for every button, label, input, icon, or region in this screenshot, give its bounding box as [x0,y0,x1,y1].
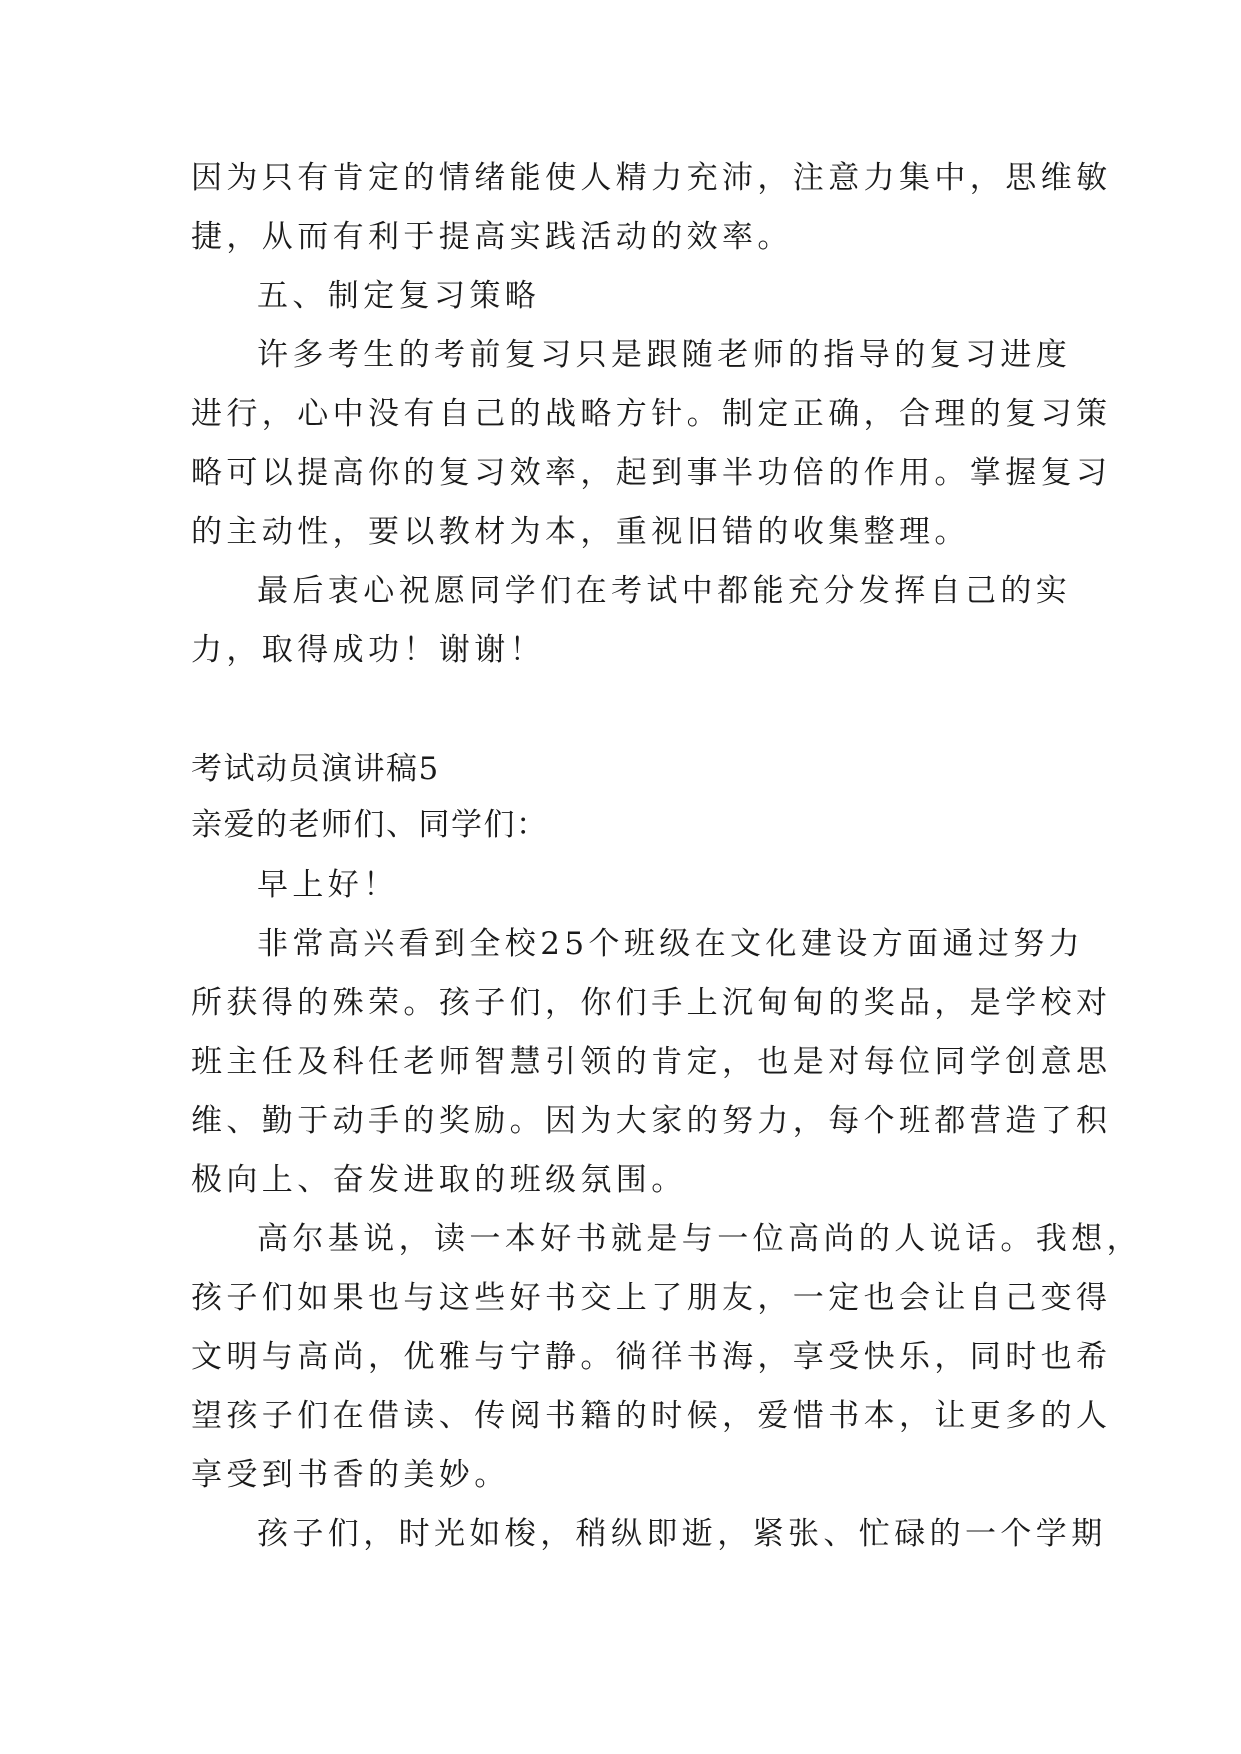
text-line: 的主动性，要以教材为本，重视旧错的收集整理。 [191,514,970,550]
text-line: 因为只有肯定的情绪能使人精力充沛，注意力集中，思维敏 [191,160,1112,196]
text-line: 捷，从而有利于提高实践活动的效率。 [191,219,793,255]
text-line: 许多考生的考前复习只是跟随老师的指导的复习进度 [257,337,1072,373]
text-line: 所获得的殊荣。孩子们，你们手上沉甸甸的奖品，是学校对 [191,985,1112,1021]
text-line: 力，取得成功！谢谢！ [191,632,545,668]
salutation: 亲爱的老师们、同学们： [191,807,549,843]
text-line: 极向上、奋发进取的班级氛围。 [191,1162,687,1198]
section-title: 考试动员演讲稿5 [191,751,440,787]
speech-header [191,740,1051,852]
paragraph-block-2 [191,856,1142,1564]
text-line: 非常高兴看到全校25个班级在文化建设方面通过努力 [257,926,1085,962]
text-line: 略可以提高你的复习效率，起到事半功倍的作用。掌握复习 [191,455,1112,491]
text-line: 孩子们，时光如梭，稍纵即逝，紧张、忙碌的一个学期 [257,1516,1107,1552]
text-line: 高尔基说，读一本好书就是与一位高尚的人说话。我想， [257,1221,1142,1257]
text-line: 进行，心中没有自己的战略方针。制定正确，合理的复习策 [191,396,1112,432]
text-line: 孩子们如果也与这些好书交上了朋友，一定也会让自己变得 [191,1280,1112,1316]
text-line: 望孩子们在借读、传阅书籍的时候，爱惜书本，让更多的人 [191,1398,1112,1434]
greeting-line: 早上好！ [257,867,399,903]
text-line: 维、勤于动手的奖励。因为大家的努力，每个班都营造了积 [191,1103,1112,1139]
text-line: 享受到书香的美妙。 [191,1457,510,1493]
text-line: 最后衷心祝愿同学们在考试中都能充分发挥自己的实 [257,573,1072,609]
paragraph-block-1 [191,149,1112,680]
text-line: 班主任及科任老师智慧引领的肯定，也是对每位同学创意思 [191,1044,1112,1080]
text-line: 文明与高尚，优雅与宁静。徜徉书海，享受快乐，同时也希 [191,1339,1112,1375]
section-heading-strategy: 五、制定复习策略 [257,278,541,314]
